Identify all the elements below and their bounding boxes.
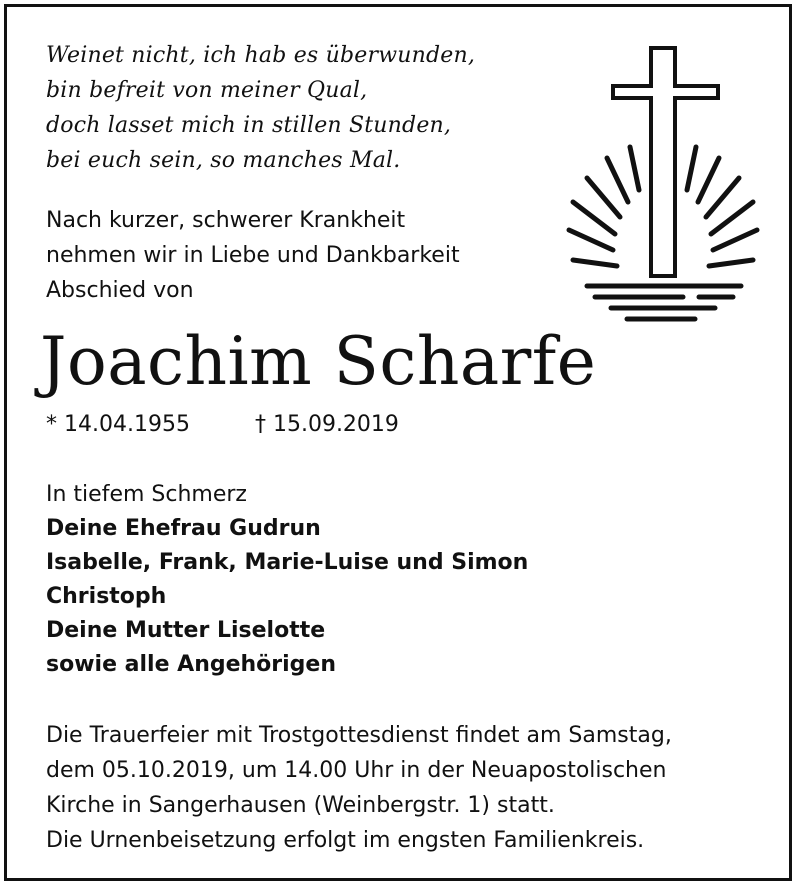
mourner-entry: sowie alle Angehörigen [46, 652, 337, 677]
intro-line: nehmen wir in Liebe und Dankbarkeit [46, 243, 460, 268]
poem-verse [46, 38, 475, 178]
intro-line: Abschied von [46, 278, 194, 303]
service-line: Die Urnenbeisetzung erfolgt im engsten Familienkreis. [46, 828, 645, 853]
mourner-entry: Deine Mutter Liselotte [46, 618, 326, 643]
mourners-lead: In tiefem Schmerz [46, 482, 247, 507]
cross-with-rays-icon [565, 40, 765, 330]
mourner-entry: Isabelle, Frank, Marie-Luise und Simon [46, 550, 529, 575]
poem-line: Weinet nicht, ich hab es überwunden, [46, 43, 476, 68]
intro-line: Nach kurzer, schwerer Krankheit [46, 208, 406, 233]
life-dates [46, 409, 399, 441]
mourner-entry: Christoph [46, 584, 167, 609]
service-line: dem 05.10.2019, um 14.00 Uhr in der Neuapostolischen [46, 758, 667, 783]
poem-line: doch lasset mich in stillen Stunden, [46, 113, 452, 138]
poem-line: bei euch sein, so manches Mal. [46, 148, 401, 173]
birth-date: * 14.04.1955 [46, 412, 190, 437]
poem-line: bin befreit von meiner Qual, [46, 78, 368, 103]
intro-text [46, 203, 460, 308]
death-date: † 15.09.2019 [254, 412, 399, 437]
deceased-name: Joachim Scharfe [40, 323, 597, 400]
service-info [46, 718, 672, 858]
service-line: Kirche in Sangerhausen (Weinbergstr. 1) statt. [46, 793, 555, 818]
service-line: Die Trauerfeier mit Trostgottesdienst findet am Samstag, [46, 723, 672, 748]
mourner-entry: Deine Ehefrau Gudrun [46, 516, 321, 541]
mourners-list [46, 478, 528, 682]
